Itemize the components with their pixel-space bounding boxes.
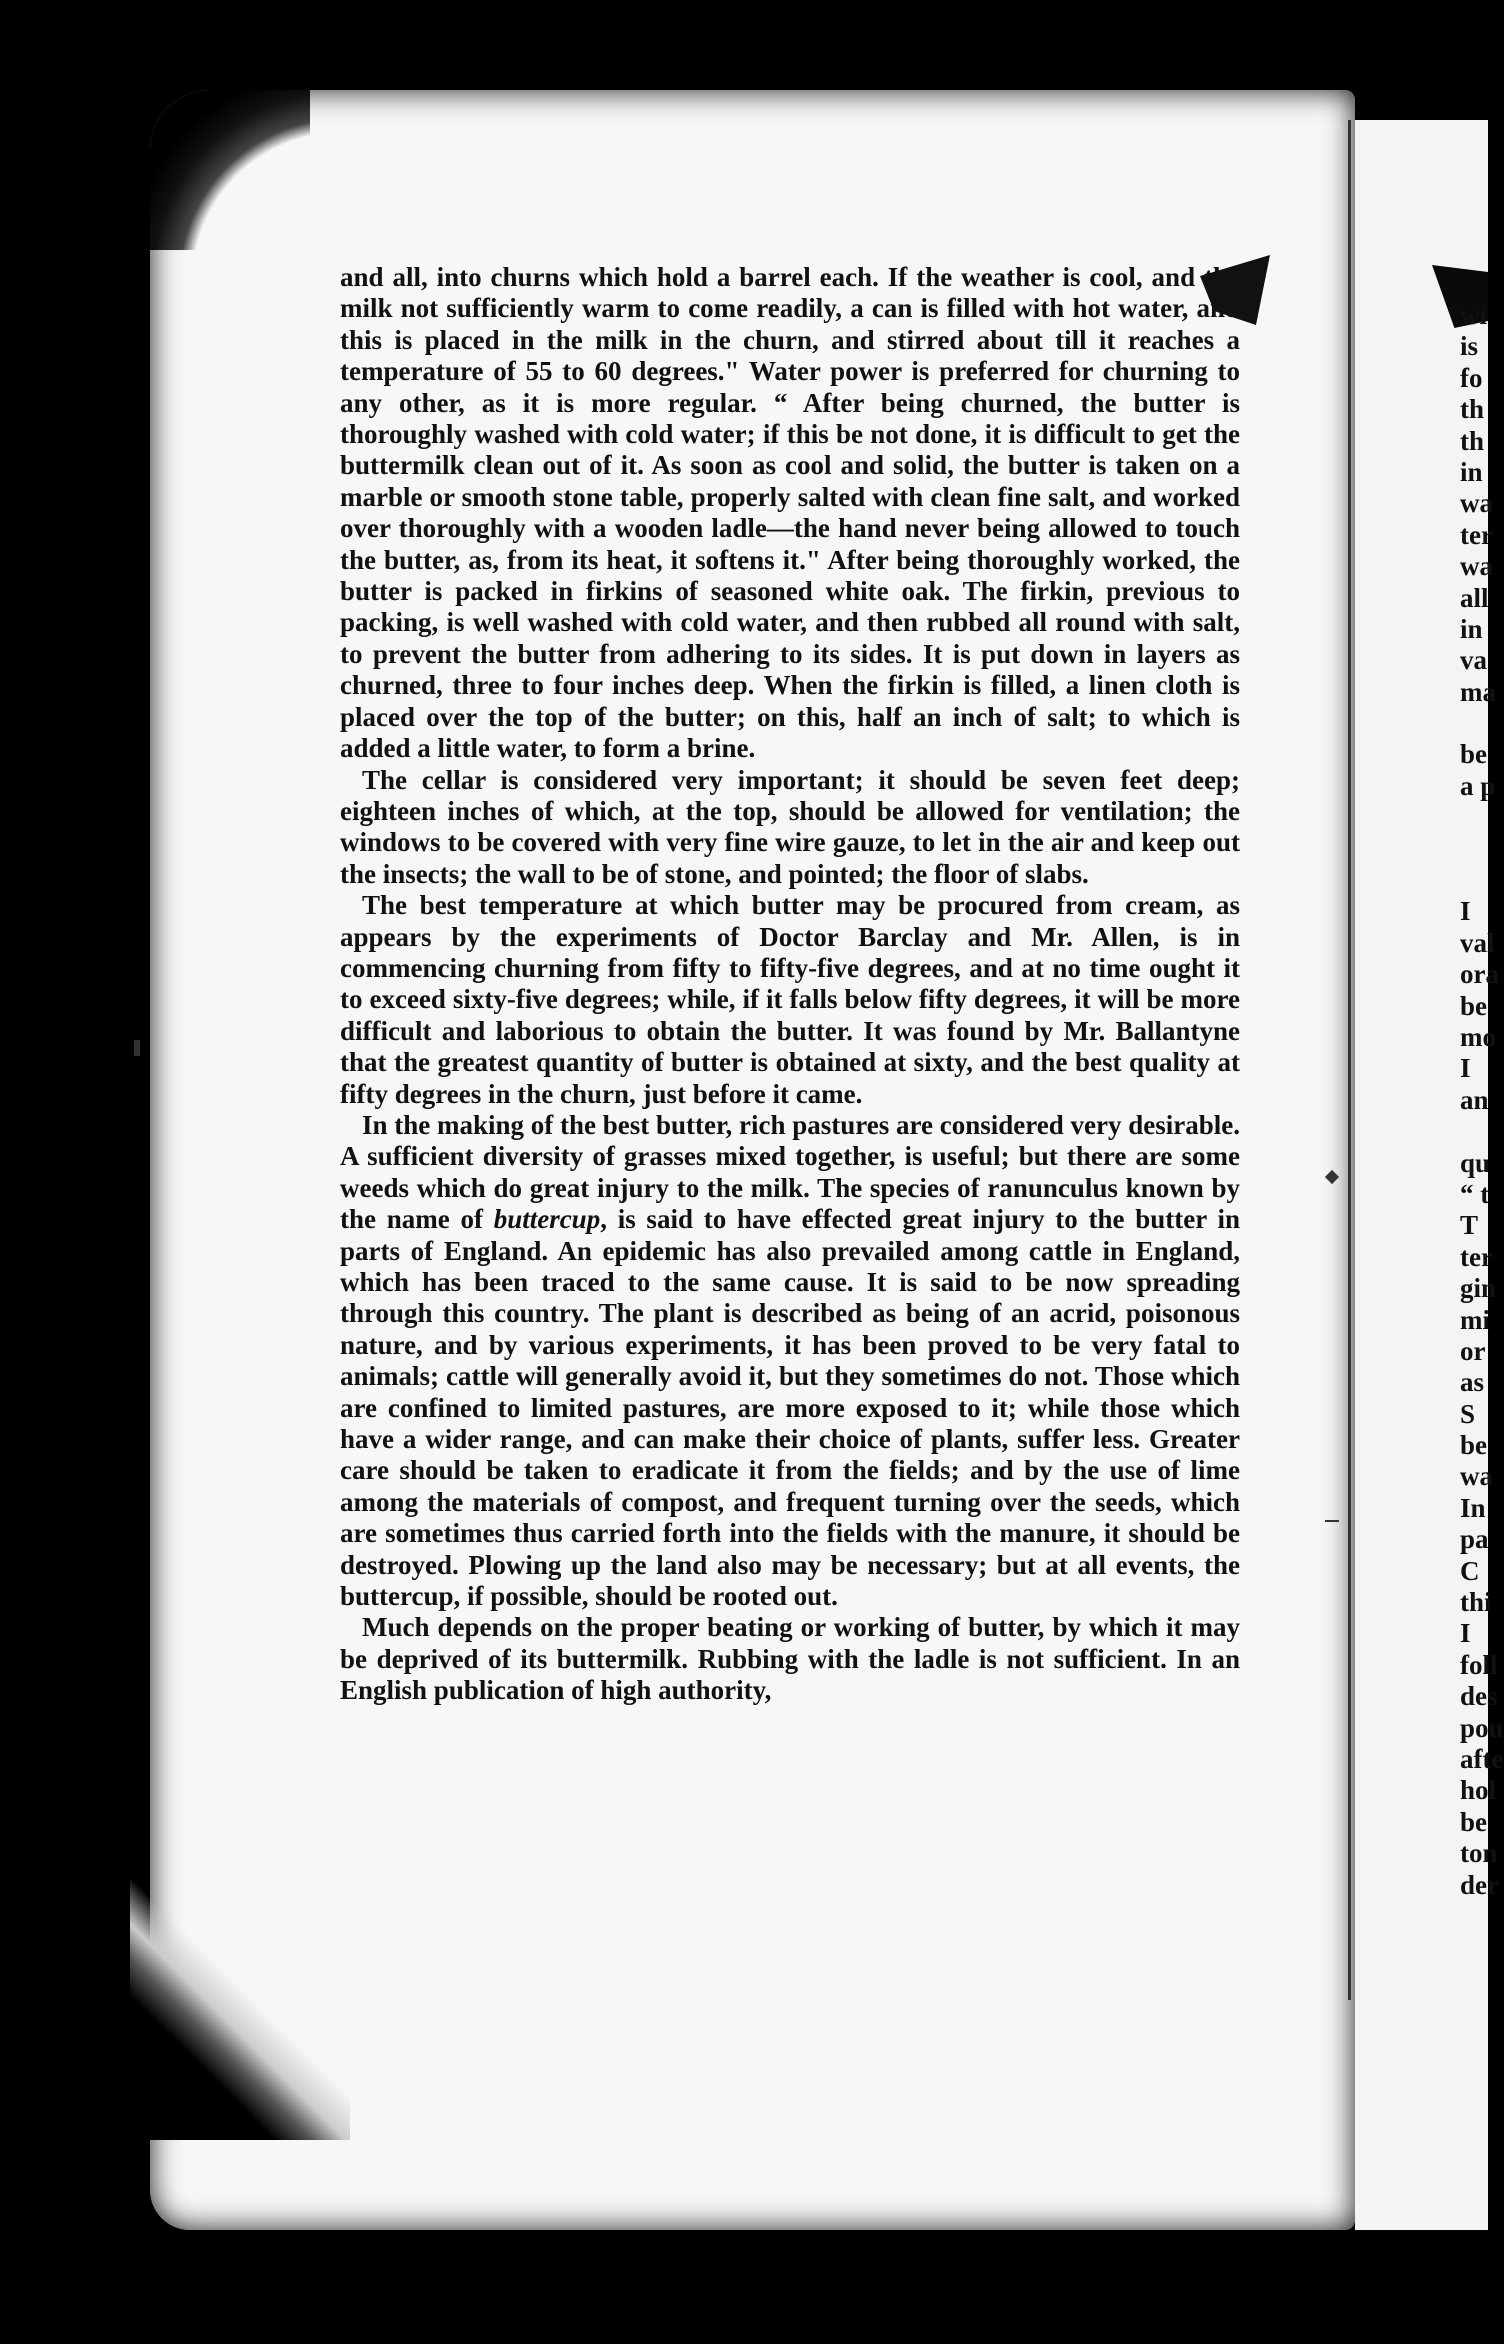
paragraph-4-text-a: In the making of the best butter, rich pastures are considered very desirable. A sufficient diversity of grasses mixed together, is useful; but there are some weeds which do great injury to the milk. The species of ranunculus known by the name of (340, 1109, 1240, 1235)
facing-page-fragment: hol (1460, 1775, 1497, 1806)
page-corner-bottom-left (130, 1880, 350, 2140)
facing-page-fragment: S (1460, 1398, 1476, 1429)
facing-page-fragment: all (1460, 582, 1489, 613)
facing-page-fragment: thi (1460, 1587, 1492, 1618)
paragraph-4-italic-term: buttercup (493, 1204, 601, 1235)
facing-page-fragment: be (1460, 1806, 1487, 1837)
paragraph-5: Much depends on the proper beating or working of butter, by which it may be deprived of its buttermilk. Rubbing with the ladle is not sufficient. In an English publication of high authority, (340, 1612, 1240, 1706)
facing-page-fragment: be (1460, 990, 1487, 1021)
facing-page-fragment: wi (1460, 300, 1487, 330)
facing-page-fragment (1460, 865, 1488, 896)
facing-page-fragment: pou (1460, 1712, 1504, 1743)
margin-mark (1325, 1520, 1339, 1522)
facing-page-fragment: fo (1460, 362, 1483, 393)
facing-page-fragment: ter (1460, 1241, 1493, 1272)
facing-page-fragment: an (1460, 1084, 1489, 1115)
facing-page-fragment: In (1460, 1492, 1486, 1523)
facing-page-fragment: T (1460, 1210, 1479, 1241)
facing-page-fragment: I (1460, 1053, 1471, 1084)
facing-page-fragment: I (1460, 896, 1471, 927)
facing-page-fragment: mo (1460, 1021, 1496, 1052)
facing-page-fragment: wa (1460, 1461, 1493, 1492)
facing-page-fragment: ton (1460, 1838, 1498, 1869)
page-gutter (1348, 120, 1351, 2000)
facing-page-fragment: or (1460, 1335, 1486, 1366)
paragraph-3: The best temperature at which butter may be procured from cream, as appears by the experiments of Doctor Barclay and Mr. Allen, is in commencing churning from fifty to fifty-five degrees, and at no time ought it to exceed sixty-five degrees; while, if it falls below fifty degrees, it will be more difficult and laborious to obtain the butter. It was found by Mr. Ballantyne that the greatest quantity of butter is obtained at sixty, and the best quality at fifty degrees in the churn, just before it came. (340, 890, 1240, 1109)
facing-page-fragment (1460, 1116, 1488, 1147)
facing-page-fragment: be (1460, 1430, 1487, 1461)
facing-page-fragment: in (1460, 613, 1483, 644)
facing-page-fragment (1460, 802, 1488, 833)
page-corner-top-left (150, 90, 310, 250)
facing-page-fragment: gin (1460, 1273, 1497, 1304)
facing-page-text-fragments (1460, 300, 1504, 1901)
facing-page-fragment: ma (1460, 676, 1496, 707)
facing-page-fragment: “ t (1460, 1178, 1490, 1209)
facing-page-fragment: pa (1460, 1524, 1489, 1555)
facing-page-fragment: qu (1460, 1147, 1491, 1178)
facing-page-fragment: ter (1460, 519, 1493, 550)
paragraph-1: and all, into churns which hold a barrel each. If the weather is cool, and the milk not sufficiently warm to come readily, a can is filled with hot water, and this is placed in the milk in the churn, and stirred about till it reaches a temperature of 55 to 60 degrees." Water power is preferred for churning to any other, as it is more regular. “ After being churned, the butter is thoroughly washed with cold water; if this be not done, it is difficult to get the buttermilk clean out of it. As soon as cool and solid, the butter is taken on a marble or smooth stone table, properly salted with clean fine salt, and worked over thoroughly with a wooden ladle—the hand never being allowed to touch the butter, as, from its heat, it softens it." After being thoroughly worked, the butter is packed in firkins of seasoned white oak. The firkin, previous to packing, is well washed with cold water, and then rubbed all round with salt, to prevent the butter from adhering to its sides. It is put down in layers as churned, three to four inches deep. When the firkin is filled, a linen cloth is placed over the top of the butter; on this, half an inch of salt; to which is added a little water, to form a brine. (340, 262, 1240, 764)
facing-page-fragment: va (1460, 645, 1487, 676)
facing-page-fragment: in (1460, 456, 1483, 487)
facing-page-fragment: a p (1460, 770, 1496, 801)
paragraph-4-text-b: , is said to have effected great injury to the butter in parts of England. An epidemic has also prevailed among cattle in England, which has been traced to the same cause. It is said to be now spreading through this country. The plant is described as being of an acrid, poisonous nature, and by various experiments, it has been proved to be very fatal to animals; cattle will generally avoid it, but they sometimes do not. Those which are confined to limited pastures, are more exposed to it; while those which have a wider range, and can make their choice of plants, suffer less. Greater care should be taken to eradicate it from the fields; and by the use of lime among the materials of compost, and frequent turning over the seeds, which are sometimes thus carried forth into the fields with the manure, it should be destroyed. Plowing up the land also may be necessary; but at all events, the buttercup, if possible, should be rooted out. (340, 1204, 1240, 1612)
facing-page-fragment: as (1460, 1367, 1485, 1398)
facing-page-fragment: th (1460, 394, 1485, 425)
facing-page-fragment: C (1460, 1555, 1480, 1586)
facing-page-fragment: des (1460, 1681, 1498, 1712)
facing-page-fragment: afte (1460, 1743, 1504, 1774)
facing-page-fragment: val (1460, 927, 1495, 958)
page-body-text (340, 262, 1240, 1707)
facing-page-fragment: ora (1460, 959, 1499, 990)
facing-page-fragment: I (1460, 1618, 1471, 1649)
paragraph-2: The cellar is considered very important; it should be seven feet deep; eighteen inches of which, at the top, should be allowed for ventilation; the windows to be covered with very fine wire gauze, to let in the air and keep out the insects; the wall to be of stone, and pointed; the floor of slabs. (340, 764, 1240, 889)
facing-page-fragment: be (1460, 739, 1487, 770)
facing-page-fragment: is (1460, 331, 1479, 362)
facing-page-fragment (1460, 708, 1488, 739)
facing-page-fragment: th (1460, 425, 1485, 456)
facing-page-fragment: foll (1460, 1649, 1498, 1680)
facing-page-fragment: wa (1460, 488, 1493, 519)
facing-page-fragment: wa (1460, 551, 1493, 582)
margin-mark (134, 1040, 140, 1056)
facing-page-fragment: der (1460, 1869, 1499, 1900)
paragraph-4 (340, 1110, 1240, 1613)
facing-page-fragment (1460, 834, 1488, 865)
facing-page-fragment: mi (1460, 1304, 1490, 1335)
